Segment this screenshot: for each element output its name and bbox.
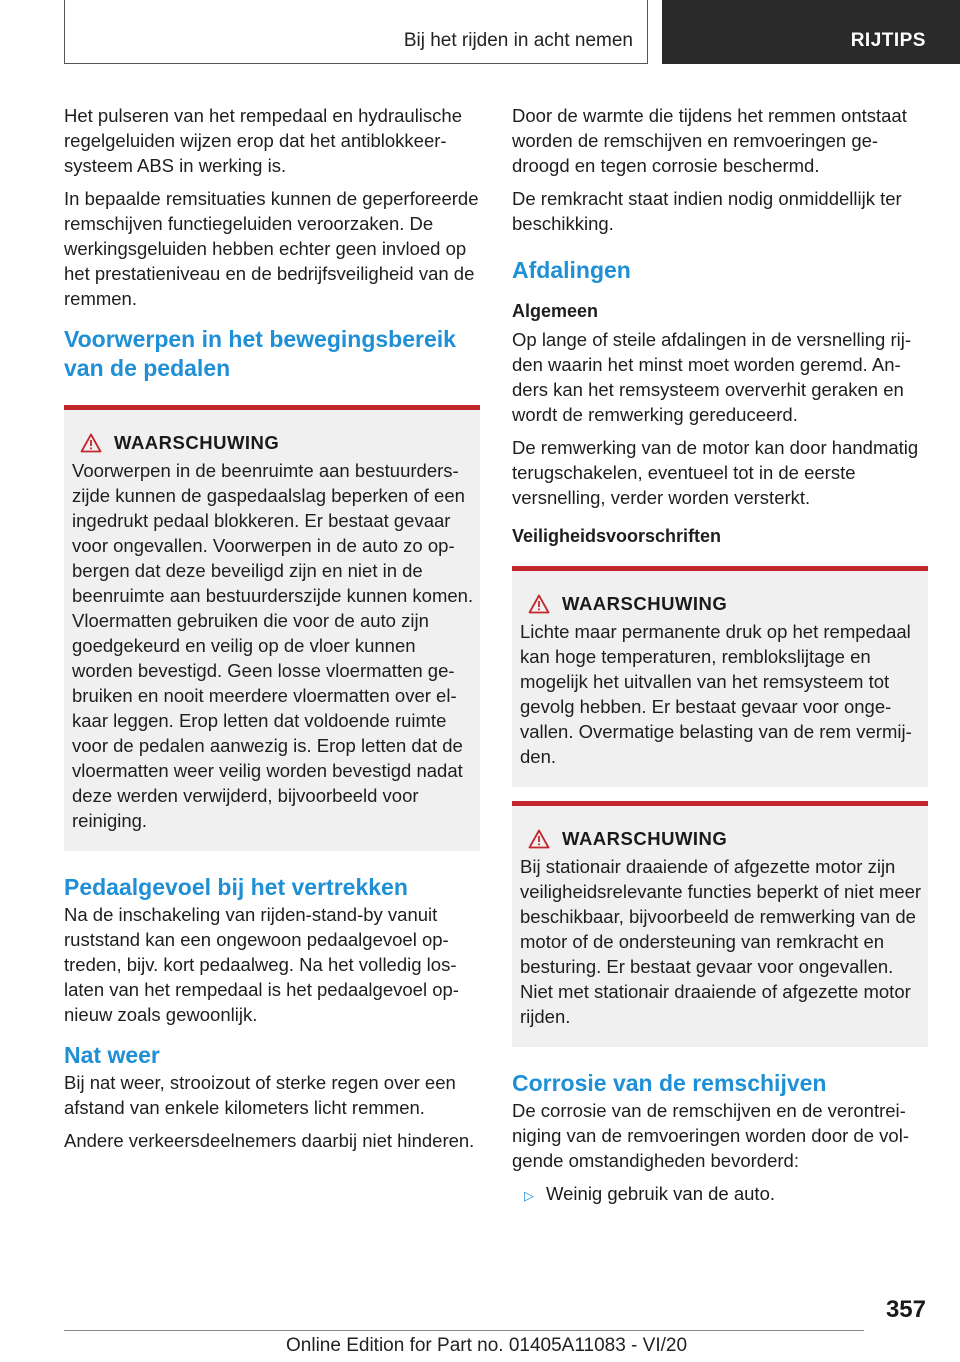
warning-title-row: [528, 593, 922, 615]
paragraph: Op lange of steile afdalingen in de versnelling rijden waarin het minst moet worden geremd. Anders kan het remsysteem oververhit geraken en wordt de remwerking gereduceerd.: [512, 329, 912, 425]
section-heading-wet: Nat weer: [64, 1042, 160, 1068]
warning-text: Bij stationair draaiende of afgezette motor zijn veiligheidsrelevante functies beperkt of niet meer beschikbaar, bijvoorbeeld de remwerking van de motor of de ondersteuning van remkracht en besturing. Er bestaat gevaar voor ongevallen. Niet met stationair draaiende of afgezette motor rijden.: [520, 856, 922, 1027]
paragraph: De corrosie van de remschijven en de verontreiniging van de remvoeringen worden door de volgende omstandigheden bevorderd:: [512, 1100, 909, 1171]
warning-box: [512, 566, 928, 787]
page-number: 357: [885, 1296, 926, 1323]
warning-title-row: [80, 432, 474, 454]
left-column: [64, 103, 480, 1161]
warning-text: Voorwerpen in de beenruimte aan bestuurderszijde kunnen de gaspedaalslag beperken of een ingedrukt pedaal blokkeren. Er bestaat gevaar voor ongevallen. Voorwerpen in de auto zo opbergen dat deze beveiligd zijn en niet in de beenruimte aan bestuurderszijde kunnen komen. Vloermatten gebruiken die voor de auto zijn goedgekeurd en veilig op de vloer kunnen worden bevestigd. Geen losse vloermatten gebruiken en nooit meerdere vloermatten over elkaar leggen. Erop letten dat voldoende ruimte voor de pedalen aanwezig is. Erop letten dat de vloermatten weer veilig worden bevestigd nadat deze werden verwijderd, bijvoorbeeld voor reiniging.: [72, 460, 474, 831]
warning-text: Lichte maar permanente druk op het rempedaal kan hoge temperaturen, remblokslijtage en mogelijk het uitvallen van het remsysteem tot gevolg hebben. Er bestaat gevaar voor ongevallen. Overmatige belasting van de rem vermijden.: [520, 621, 912, 767]
right-column: [512, 103, 928, 1208]
subheading-general: Algemeen: [512, 301, 599, 321]
warning-title-row: [528, 828, 922, 850]
warning-title: WAARSCHUWING: [114, 432, 280, 453]
section-heading-corrosion: Corrosie van de remschijven: [512, 1070, 827, 1096]
triangle-bullet-icon: ▷: [524, 1188, 534, 1203]
header-chapter-title: RIJTIPS: [850, 30, 926, 51]
warning-title: WAARSCHUWING: [562, 593, 728, 614]
section-heading-pedal: Pedaalgevoel bij het vertrekken: [64, 874, 408, 900]
paragraph: Bij nat weer, strooizout of sterke regen over een afstand van enkele kilometers licht remmen.: [64, 1072, 456, 1118]
subheading-safety: Veiligheidsvoorschriften: [512, 526, 722, 546]
warning-triangle-icon: [528, 594, 550, 614]
paragraph: De remkracht staat indien nodig onmiddellijk ter beschikking.: [512, 188, 902, 234]
warning-box: [512, 801, 928, 1047]
paragraph: Het pulseren van het rempedaal en hydraulische regelgeluiden wijzen erop dat het antiblokkeersysteem ABS in werking is.: [64, 105, 462, 176]
warning-triangle-icon: [80, 433, 102, 453]
paragraph: Andere verkeersdeelnemers daarbij niet hinderen.: [64, 1130, 475, 1151]
header-section-box: [64, 0, 648, 64]
paragraph: Na de inschakeling van rijden-stand-by vanuit ruststand kan een ongewoon pedaalgevoel optreden, bijv. kort pedaalweg. Na het volledig loslaten van het rempedaal is het pedaalgevoel opnieuw zoals gewoonlijk.: [64, 904, 459, 1025]
list-item: [512, 1181, 928, 1208]
paragraph: De remwerking van de motor kan door handmatig terugschakelen, eventueel tot in de eerste versnelling, verder worden versterkt.: [512, 437, 919, 508]
footer-divider: [64, 1330, 864, 1331]
header-chapter-box: [662, 0, 960, 64]
footer-edition: Online Edition for Part no. 01405A11083 - VI/20: [286, 1335, 688, 1356]
warning-title: WAARSCHUWING: [562, 828, 728, 849]
section-heading-objects: Voorwerpen in het bewegingsbereik van de pedalen: [64, 326, 456, 381]
paragraph: In bepaalde remsituaties kunnen de geperforeerde remschijven functiegeluiden veroorzaken. De werkingsgeluiden hebben echter geen invloed op het prestatieniveau en de bedrijfsveiligheid van de remmen.: [64, 188, 479, 309]
paragraph: Door de warmte die tijdens het remmen ontstaat worden de remschijven en remvoeringen gedroogd en tegen corrosie beschermd.: [512, 105, 907, 176]
warning-triangle-icon: [528, 829, 550, 849]
header-section-title: Bij het rijden in acht nemen: [403, 30, 633, 51]
section-heading-descents: Afdalingen: [512, 257, 631, 283]
warning-box: [64, 405, 480, 851]
list-item-text: Weinig gebruik van de auto.: [546, 1183, 776, 1204]
